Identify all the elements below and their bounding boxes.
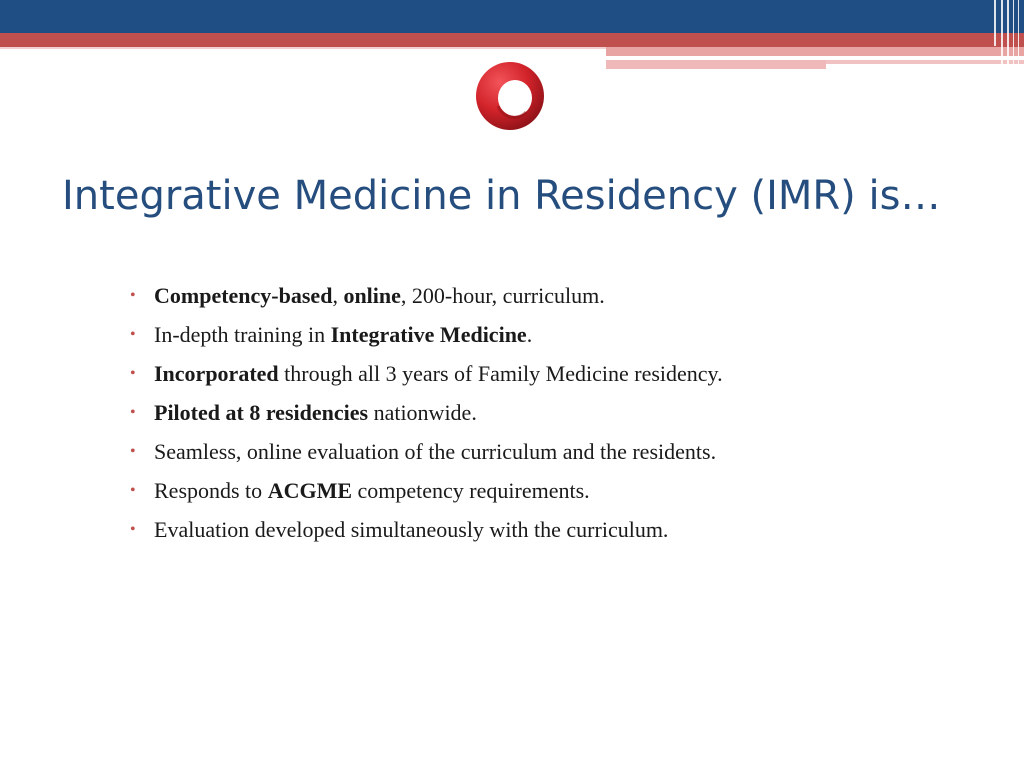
bullet-item xyxy=(130,356,723,395)
bullet-text: nationwide. xyxy=(368,400,477,425)
bullet-text: competency requirements. xyxy=(352,478,590,503)
bullet-dot-icon: • xyxy=(130,326,136,343)
bullet-item xyxy=(130,395,723,434)
bullet-text: . xyxy=(526,322,533,347)
bullet-dot-icon: • xyxy=(130,482,136,499)
bullet-text: , xyxy=(332,283,344,308)
header-white-line xyxy=(606,56,948,58)
header-pink-bar-lower xyxy=(606,60,826,69)
bullet-item xyxy=(130,278,723,317)
slide-title: Integrative Medicine in Residency (IMR) is… xyxy=(62,173,941,219)
header-blue-bar xyxy=(0,0,1024,33)
bullet-text: In-depth training in xyxy=(154,322,331,347)
bullet-item xyxy=(130,317,723,356)
red-ring-logo-icon xyxy=(474,60,546,132)
bullet-dot-icon: • xyxy=(130,365,136,382)
header-pink-bar xyxy=(606,47,1024,56)
bullet-text-bold: Competency-based xyxy=(154,283,333,308)
bullet-dot-icon: • xyxy=(130,521,136,538)
bullet-text: Seamless, online evaluation of the curriculum and the residents. xyxy=(154,439,717,464)
bullet-text-bold: Piloted at 8 residencies xyxy=(154,400,369,425)
bullet-dot-icon: • xyxy=(130,287,136,304)
bullet-text-bold: Incorporated xyxy=(154,361,279,386)
bullet-text: through all 3 years of Family Medicine residency. xyxy=(278,361,723,386)
bullet-list xyxy=(130,278,723,551)
header-thin-light-line xyxy=(0,47,606,49)
header-red-stripe xyxy=(0,33,1024,47)
bullet-text-bold: ACGME xyxy=(267,478,353,503)
bullet-text-bold: online xyxy=(343,283,401,308)
bullet-dot-icon: • xyxy=(130,404,136,421)
bullet-text: Responds to xyxy=(154,478,268,503)
bullet-dot-icon: • xyxy=(130,443,136,460)
bullet-text: , 200-hour, curriculum. xyxy=(400,283,605,308)
bullet-item xyxy=(130,473,723,512)
bullet-text: Evaluation developed simultaneously with the curriculum. xyxy=(154,517,669,542)
header-pink-bar-right xyxy=(826,60,1024,64)
bullet-text-bold: Integrative Medicine xyxy=(330,322,527,347)
bullet-item xyxy=(130,512,723,551)
bullet-item xyxy=(130,434,723,473)
